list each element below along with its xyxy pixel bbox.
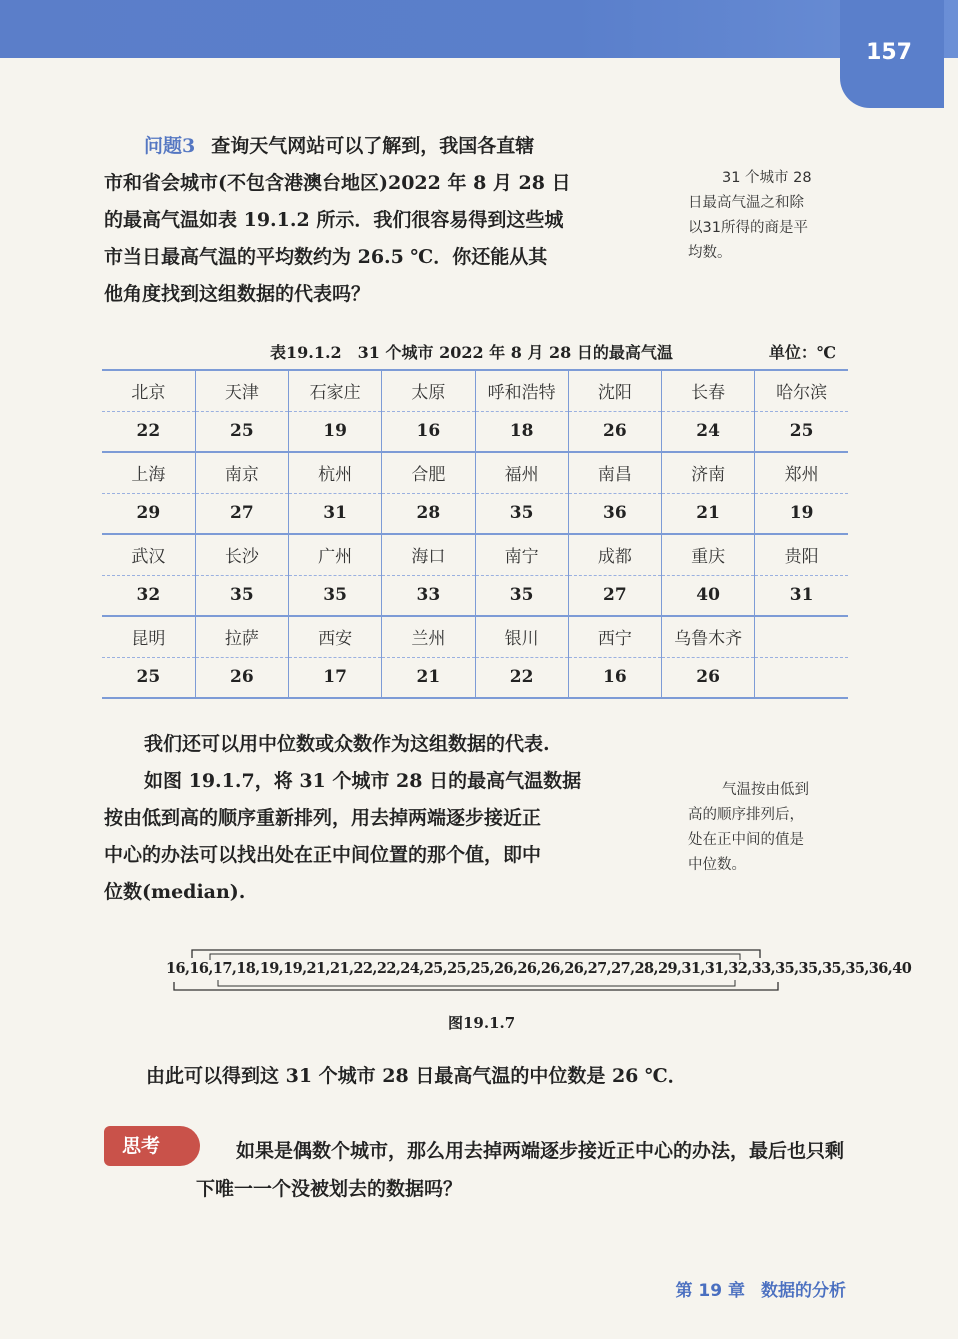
table-row: 22 25 19 16 18 26 24 25 bbox=[102, 411, 848, 452]
table-row: 29 27 31 28 35 36 21 19 bbox=[102, 493, 848, 534]
table-row: 上海 南京 杭州 合肥 福州 南昌 济南 郑州 bbox=[102, 452, 848, 493]
side-note-median: 气温按由低到 高的顺序排列后， 处在正中间的值是 中位数。 bbox=[688, 782, 809, 873]
page-number: 157 bbox=[866, 40, 912, 65]
footer-title: 数据的分析 bbox=[761, 1281, 846, 1301]
table-row: 昆明 拉萨 西安 兰州 银川 西宁 乌鲁木齐 bbox=[102, 616, 848, 657]
sorted-sequence: 16,16,17,18,19,19,21,21,22,22,24,25,25,25,26,26,26,26,27,27,28,29,31,31,32,33,35,35,35,35,36,40 bbox=[166, 960, 912, 977]
median-figure bbox=[160, 948, 912, 1000]
table-caption: 表19.1.2 31 个城市 2022 年 8 月 28 日的最高气温 单位：℃ bbox=[270, 340, 850, 363]
table-row: 武汉 长沙 广州 海口 南宁 成都 重庆 贵阳 bbox=[102, 534, 848, 575]
footer bbox=[676, 1276, 847, 1301]
table-unit: 单位：℃ bbox=[768, 343, 836, 362]
conclusion-text: 由此可以得到这 31 个城市 28 日最高气温的中位数是 26 ℃． bbox=[146, 1065, 687, 1087]
figure-label: 图19.1.7 bbox=[448, 1014, 516, 1032]
table-row: 25 26 17 21 22 16 26 bbox=[102, 657, 848, 698]
problem-line-1: 问题3 查询天气网站可以了解到，我国各直辖 bbox=[144, 135, 535, 157]
footer-chapter: 第 19 章 bbox=[675, 1281, 745, 1301]
side-note-mean: 31 个城市 28 日最高气温之和除 以31所得的商是平 均数。 bbox=[688, 170, 812, 261]
think-badge: 思考 bbox=[104, 1126, 200, 1166]
problem-line-3: 的最高气温如表 19.1.2 所示．我们很容易得到这些城 bbox=[104, 209, 564, 231]
problem-line-2: 市和省会城市(不包含港澳台地区)2022 年 8 月 28 日 bbox=[104, 172, 571, 194]
problem-line-4: 市当日最高气温的平均数约为 26.5 ℃．你还能从其 bbox=[104, 246, 548, 268]
problem-line-5: 他角度找到这组数据的代表吗？ bbox=[104, 283, 371, 305]
problem-label: 问题3 bbox=[144, 135, 196, 157]
think-question: 如果是偶数个城市，那么用去掉两端逐步接近正中心的办法，最后也只剩下唯一一个没被划去的数据吗？ bbox=[196, 1140, 845, 1200]
temperature-table bbox=[102, 369, 848, 699]
median-paragraph: 我们还可以用中位数或众数作为这组数据的代表. 如图 19.1.7，将 31 个城市 28 日的最高气温数据 按由低到高的顺序重新排列，用去掉两端逐步接近正 中心的办法可以找出处在正中间位置的那个值，即中 位数(median). bbox=[104, 733, 582, 903]
table-row: 北京 天津 石家庄 太原 呼和浩特 沈阳 长春 哈尔滨 bbox=[102, 370, 848, 411]
table-row: 32 35 35 33 35 27 40 31 bbox=[102, 575, 848, 616]
header-band bbox=[0, 0, 958, 58]
problem-paragraph bbox=[104, 128, 608, 313]
